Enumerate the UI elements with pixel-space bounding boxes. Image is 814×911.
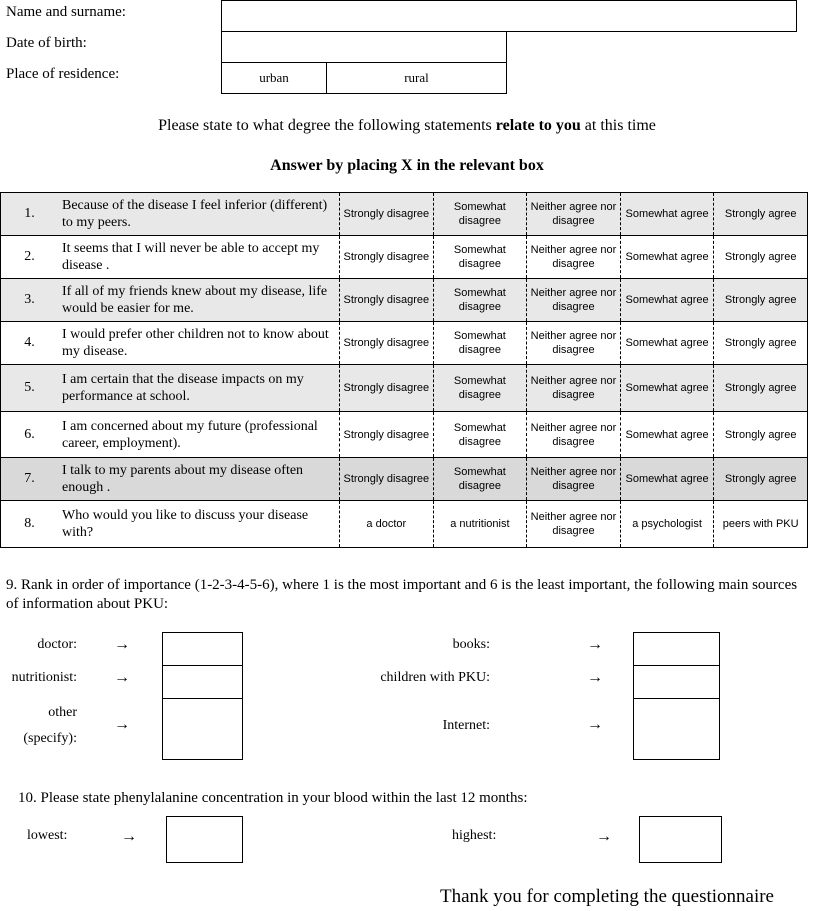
name-label: Name and surname: <box>6 4 126 20</box>
statements-table <box>0 192 808 548</box>
answer-option-box[interactable]: Somewhat disagree <box>433 365 527 412</box>
name-field[interactable] <box>221 0 797 32</box>
answer-option-box[interactable]: Neither agree nor disagree <box>527 236 621 279</box>
answer-option-box[interactable]: Strongly disagree <box>340 322 434 365</box>
q10-highest-label: highest: <box>452 828 497 843</box>
answer-option-box[interactable]: Strongly agree <box>714 279 808 322</box>
q10-lowest-box[interactable] <box>166 816 243 863</box>
statement-number: 4. <box>1 322 59 365</box>
answer-option-box[interactable]: Neither agree nor disagree <box>527 279 621 322</box>
answer-option-box[interactable]: Somewhat agree <box>620 458 714 501</box>
q10-highest-box[interactable] <box>639 816 722 863</box>
answer-option-box[interactable]: Somewhat agree <box>620 279 714 322</box>
thanks-text: Thank you for completing the questionnaire <box>440 886 774 907</box>
residence-urban-box[interactable]: urban <box>221 62 327 94</box>
statement-text: It seems that I will never be able to accept my disease . <box>58 236 340 279</box>
arrow-icon: → <box>596 828 612 845</box>
answer-option-box[interactable]: Somewhat disagree <box>433 322 527 365</box>
dob-label: Date of birth: <box>6 35 87 51</box>
answer-option-box[interactable]: Neither agree nor disagree <box>527 322 621 365</box>
answer-option-box[interactable]: Strongly agree <box>714 322 808 365</box>
answer-option-box[interactable]: Somewhat agree <box>620 365 714 412</box>
statement-text: I would prefer other children not to know about my disease. <box>58 322 340 365</box>
instruction-line-2: Answer by placing X in the relevant box <box>270 157 544 174</box>
q9-text: 9. Rank in order of importance (1-2-3-4-5-6), where 1 is the most important and 6 is the least important, the following main sources of information about PKU: <box>6 577 798 612</box>
answer-option-box[interactable]: Somewhat disagree <box>433 412 527 458</box>
answer-option-box[interactable]: Strongly agree <box>714 458 808 501</box>
answer-option-box[interactable]: Strongly disagree <box>340 193 434 236</box>
q9-books-label: books: <box>452 637 490 652</box>
statement-text: I am certain that the disease impacts on my performance at school. <box>58 365 340 412</box>
q9-nutritionist-label: nutritionist: <box>11 670 77 685</box>
statement-row <box>1 279 808 322</box>
q9-other-box[interactable] <box>162 698 243 760</box>
statement-number: 5. <box>1 365 59 412</box>
answer-option-box[interactable]: Strongly disagree <box>340 365 434 412</box>
answer-option-box[interactable]: Strongly agree <box>714 365 808 412</box>
q9-children-label: children with PKU: <box>380 670 490 685</box>
answer-option-box[interactable]: Neither agree nor disagree <box>527 458 621 501</box>
answer-option-box[interactable]: Neither agree nor disagree <box>527 412 621 458</box>
statement-number: 2. <box>1 236 59 279</box>
residence-rural-box[interactable]: rural <box>326 62 507 94</box>
answer-option-box[interactable]: Somewhat agree <box>620 236 714 279</box>
statement-number: 8. <box>1 501 59 548</box>
statement-text: Because of the disease I feel inferior (different) to my peers. <box>58 193 340 236</box>
q10-text: 10. Please state phenylalanine concentration in your blood within the last 12 months: <box>18 790 528 806</box>
q9-internet-box[interactable] <box>633 698 720 760</box>
dob-field[interactable] <box>221 31 507 63</box>
answer-option-box[interactable]: Strongly disagree <box>340 458 434 501</box>
answer-option-box[interactable]: Neither agree nor disagree <box>527 501 621 548</box>
instruction-line-1: Please state to what degree the following statements relate to you at this time <box>158 117 656 134</box>
statement-row <box>1 501 808 548</box>
answer-option-box[interactable]: Strongly disagree <box>340 412 434 458</box>
statement-number: 1. <box>1 193 59 236</box>
arrow-icon: → <box>121 828 137 845</box>
q9-children-box[interactable] <box>633 665 720 699</box>
q9-doctor-box[interactable] <box>162 632 243 666</box>
statement-number: 3. <box>1 279 59 322</box>
arrow-icon: → <box>114 636 130 653</box>
answer-option-box[interactable]: Neither agree nor disagree <box>527 365 621 412</box>
answer-option-box[interactable]: a psychologist <box>620 501 714 548</box>
answer-option-box[interactable]: Somewhat disagree <box>433 236 527 279</box>
statement-row <box>1 236 808 279</box>
arrow-icon: → <box>114 669 130 686</box>
arrow-icon: → <box>114 716 130 733</box>
q9-doctor-label: doctor: <box>37 637 77 652</box>
answer-option-box[interactable]: Somewhat agree <box>620 412 714 458</box>
answer-option-box[interactable]: Strongly agree <box>714 193 808 236</box>
statement-row <box>1 458 808 501</box>
answer-option-box[interactable]: Neither agree nor disagree <box>527 193 621 236</box>
arrow-icon: → <box>587 716 603 733</box>
arrow-icon: → <box>587 636 603 653</box>
answer-option-box[interactable]: Somewhat disagree <box>433 193 527 236</box>
statement-text: I am concerned about my future (professional career, employment). <box>58 412 340 458</box>
answer-option-box[interactable]: Somewhat agree <box>620 322 714 365</box>
statement-text: Who would you like to discuss your disease with? <box>58 501 340 548</box>
q9-other-specify-label: (specify): <box>23 731 77 746</box>
residence-label: Place of residence: <box>6 66 120 82</box>
answer-option-box[interactable]: Strongly agree <box>714 412 808 458</box>
statement-number: 6. <box>1 412 59 458</box>
q9-other-label: other <box>48 705 77 720</box>
answer-option-box[interactable]: a doctor <box>340 501 434 548</box>
answer-option-box[interactable]: Strongly disagree <box>340 236 434 279</box>
answer-option-box[interactable]: Somewhat agree <box>620 193 714 236</box>
answer-option-box[interactable]: Somewhat disagree <box>433 458 527 501</box>
answer-option-box[interactable]: peers with PKU <box>714 501 808 548</box>
answer-option-box[interactable]: Strongly agree <box>714 236 808 279</box>
arrow-icon: → <box>587 669 603 686</box>
q9-internet-label: Internet: <box>442 718 490 733</box>
statement-text: If all of my friends knew about my disease, life would be easier for me. <box>58 279 340 322</box>
statement-number: 7. <box>1 458 59 501</box>
answer-option-box[interactable]: Strongly disagree <box>340 279 434 322</box>
answer-option-box[interactable]: Somewhat disagree <box>433 279 527 322</box>
answer-option-box[interactable]: a nutritionist <box>433 501 527 548</box>
statement-text: I talk to my parents about my disease often enough . <box>58 458 340 501</box>
q9-books-box[interactable] <box>633 632 720 666</box>
statement-row <box>1 193 808 236</box>
q9-nutritionist-box[interactable] <box>162 665 243 699</box>
statement-row <box>1 412 808 458</box>
statement-row <box>1 322 808 365</box>
statement-row <box>1 365 808 412</box>
q10-lowest-label: lowest: <box>27 828 68 843</box>
